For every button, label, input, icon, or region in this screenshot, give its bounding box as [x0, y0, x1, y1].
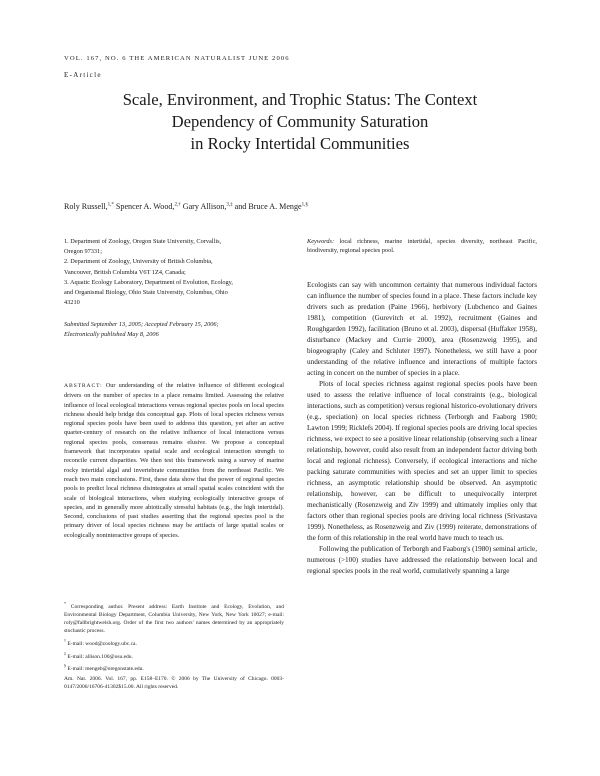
author-name: Gary Allison,: [182, 202, 227, 211]
footnote: [64, 637, 284, 648]
keywords-text: local richness, marine intertidal, species diversity, northeast Pacific, biodiversity, regional species pool.: [307, 238, 537, 255]
abstract: [64, 381, 284, 540]
footnote-text: E-mail: allison.100@osu.edu.: [67, 653, 133, 660]
title-line: Dependency of Community Saturation: [171, 112, 429, 131]
abstract-text: Our understanding of the relative influence of different ecological drivers on the number of species in a place remains limited. Assessing the relative influence of local ecological interactions versus regional species pools on local species richness should help bridge this conceptual gap. Plots of local species richness versus regional species pools have been used to address this question, yet after an active quarter-century of research on the relative influence of local interactions versus regional species pools, consensus remains elusive. We propose a conceptual framework that incorporates spatial scale and ecological interaction strength to reconcile current disparities. We then test this framework using a survey of marine rocky intertidal algal and invertebrate communities from the northeast Pacific. We reach two main conclusions. First, these data show that the power of regional species pools to predict local richness disintegrates at small spatial scales coincident with the scale of biological interactions, when studying ecologically interactive groups of species, and in generally more abiotically stressful habitats (e.g., the high intertidal). Second, conclusions of past studies asserting that the regional species pool is the primary driver of local species richness may be artifacts of large spatial scales or ecologically noninteractive groups of species.: [64, 382, 284, 539]
article-title: [64, 89, 536, 155]
affiliation-line: 2. Department of Zoology, University of British Columbia,: [64, 258, 213, 266]
author-marker: 1,*: [107, 202, 114, 208]
affiliation-line: 43210: [64, 299, 80, 307]
affiliation-line: Oregon 97331;: [64, 248, 102, 256]
keywords: [307, 237, 537, 256]
author-name: Roly Russell,: [64, 202, 108, 211]
footnote-marker: *: [64, 601, 66, 606]
keywords-block: [307, 237, 537, 256]
footnote-text: E-mail: wood@zoology.ubc.ca.: [67, 640, 137, 647]
date-line: Submitted September 13, 2005; Accepted February 15, 2006;: [64, 321, 219, 329]
footnote: [64, 662, 284, 673]
article-body: [307, 280, 537, 577]
footnote-text: E-mail: mengeb@oregonstate.edu.: [67, 666, 144, 673]
citation-footnote: [64, 675, 284, 691]
footnotes: [64, 600, 284, 693]
affiliation-line: and Organismal Biology, Ohio State University, Columbus, Ohio: [64, 289, 228, 297]
body-paragraph: Following the publication of Terborgh and Faaborg's (1980) seminal article, numerous (>100) studies have addressed the relationship between local and regional species pools in the real world, cumulatively spanning a large: [307, 545, 537, 575]
affiliation-line: Vancouver, British Columbia V6T 1Z4, Canada;: [64, 268, 186, 276]
footnote: [64, 600, 284, 635]
running-head: VOL. 167, NO. 6 THE AMERICAN NATURALIST JUNE 2006: [64, 55, 290, 62]
publication-dates: [64, 320, 284, 338]
footnote-marker: §: [64, 663, 66, 669]
author-marker: 2,†: [174, 202, 181, 208]
footnote-marker: ‡: [64, 650, 66, 656]
footnote: [64, 650, 284, 661]
footnote-marker: †: [64, 637, 66, 643]
author-marker: 1,§: [301, 202, 308, 208]
section-label: E-Article: [64, 71, 102, 79]
author-name: and Bruce A. Menge: [234, 202, 302, 211]
author-list: [64, 202, 308, 211]
abstract-label: ABSTRACT:: [64, 383, 103, 389]
author-name: Spencer A. Wood,: [115, 202, 175, 211]
author-marker: 3,‡: [226, 202, 233, 208]
body-paragraph: Ecologists can say with uncommon certainty that numerous individual factors can influence the number of species found in a place. These factors include key drivers such as predation (Paine 1966), herbivory (Lubchenco and Gaines 1981), competition (Gurevitch et al. 1992), recruitment (Gaines and Roughgarden 1992), facilitation (Bruno et al. 2003), dispersal (Huffaker 1958), disturbance (Mackey and Currie 2000), area (Rosenzweig 1995), and biogeography (Caley and Schluter 1997). Nonetheless, we still have a poor understanding of the relative influence and interactions of multiple factors acting in concert on the number of species in a place.: [307, 281, 537, 377]
footnote-text: Am. Nat. 2006. Vol. 167, pp. E158–E170. © 2006 by The University of Chicago. 0003-0147/2006/16706-41302$15.00. All rights reserved.: [64, 676, 284, 691]
footnote-text: Corresponding author. Present address: Earth Institute and Ecology, Evolution, and Environmental Biology Department, Columbia University, New York, New York 10027; e-mail: roly@fallbrightwelsh.org. Order of the first two authors' names determined by an appropriately stochastic process.: [64, 603, 285, 634]
title-line: in Rocky Intertidal Communities: [190, 134, 410, 153]
body-paragraph: Plots of local species richness against regional species pools have been used to assess the relative influence of local constraints (e.g., biological interactions, such as competition) versus regional historico-evolutionary drivers (e.g., speciation) on local species richness (Terborgh and Faaborg 1980; Lawton 1999; Ricklefs 2004). If regional species pools are driving local species richness, we expect to see a positive linear relationship (observing such a linear relationship, however, could also result from an independent factor driving both local and regional richness). Conversely, if ecological interactions and niche packing saturate communities with species and set an upper limit to species richness, an asymptotic relationship should be observed. An asymptotic relationship, however, can be difficult to unequivocally interpret mechanistically (Rosenzweig and Ziv 1999) and ultimately implies only that factors other than regional species pools are driving local richness (Srivastava 1999). Nonetheless, as Rosenzweig and Ziv (1999) reiterate, demonstrations of the form of this relationship in the real world have much to teach us.: [307, 380, 537, 542]
date-line: Electronically published May 8, 2006: [64, 330, 159, 338]
affiliation-line: 3. Aquatic Ecology Laboratory, Department of Evolution, Ecology,: [64, 278, 233, 286]
affiliation-line: 1. Department of Zoology, Oregon State University, Corvallis,: [64, 238, 222, 245]
title-line: Scale, Environment, and Trophic Status: The Context: [122, 90, 478, 109]
keywords-label: Keywords:: [307, 238, 335, 245]
affiliations-block: [64, 237, 284, 339]
